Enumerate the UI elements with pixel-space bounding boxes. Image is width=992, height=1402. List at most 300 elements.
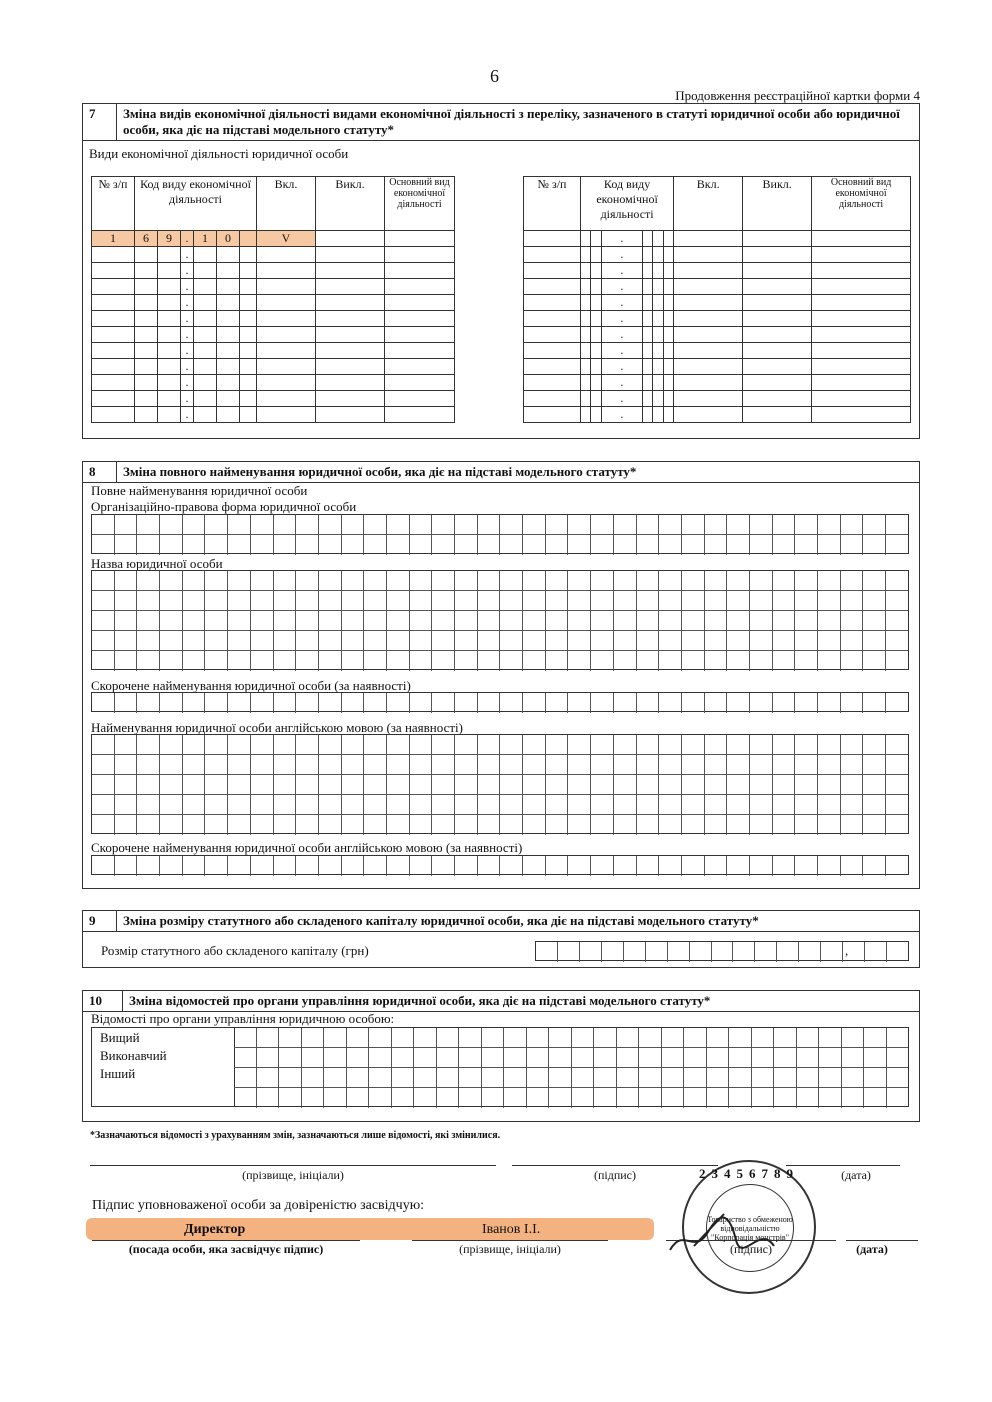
char-cell[interactable] bbox=[886, 571, 908, 590]
char-cell[interactable] bbox=[799, 942, 821, 962]
char-cell[interactable] bbox=[546, 693, 569, 713]
char-cell[interactable] bbox=[342, 755, 365, 774]
char-cell[interactable] bbox=[682, 795, 705, 814]
table-cell[interactable] bbox=[812, 279, 911, 295]
char-cell[interactable] bbox=[324, 1048, 347, 1067]
table-cell[interactable] bbox=[663, 263, 673, 279]
table-row[interactable] bbox=[92, 327, 455, 343]
char-cell[interactable] bbox=[841, 631, 864, 650]
table-cell[interactable] bbox=[674, 343, 743, 359]
char-cell[interactable] bbox=[646, 942, 668, 962]
char-cell[interactable] bbox=[183, 735, 206, 754]
char-cell[interactable] bbox=[228, 755, 251, 774]
char-cell[interactable] bbox=[274, 591, 297, 610]
char-cell[interactable] bbox=[228, 856, 251, 876]
char-cell[interactable] bbox=[750, 515, 773, 534]
table-cell[interactable] bbox=[316, 407, 385, 423]
char-cell[interactable] bbox=[684, 1048, 707, 1067]
char-cell[interactable] bbox=[137, 775, 160, 794]
char-cell[interactable] bbox=[92, 856, 115, 876]
char-cell[interactable] bbox=[821, 942, 843, 962]
char-cell[interactable] bbox=[160, 815, 183, 835]
char-cell[interactable] bbox=[682, 631, 705, 650]
char-cell[interactable] bbox=[228, 735, 251, 754]
table-cell[interactable] bbox=[581, 391, 591, 407]
char-cell[interactable] bbox=[568, 535, 591, 555]
char-cell[interactable] bbox=[319, 775, 342, 794]
char-cell[interactable] bbox=[705, 631, 728, 650]
table-row[interactable] bbox=[524, 231, 911, 247]
table-cell[interactable] bbox=[674, 391, 743, 407]
table-cell[interactable] bbox=[674, 247, 743, 263]
char-cell[interactable] bbox=[115, 611, 138, 630]
char-cell[interactable] bbox=[115, 693, 138, 713]
table-cell[interactable] bbox=[158, 311, 181, 327]
char-cell[interactable] bbox=[727, 611, 750, 630]
table-cell[interactable] bbox=[240, 359, 257, 375]
table-cell[interactable] bbox=[663, 311, 673, 327]
char-cell[interactable] bbox=[750, 535, 773, 555]
char-cell[interactable] bbox=[251, 611, 274, 630]
char-cell[interactable] bbox=[591, 795, 614, 814]
char-cell[interactable] bbox=[319, 611, 342, 630]
char-cell[interactable] bbox=[637, 571, 660, 590]
char-cell[interactable] bbox=[92, 775, 115, 794]
char-cell[interactable] bbox=[682, 535, 705, 555]
char-cell[interactable] bbox=[752, 1068, 775, 1087]
char-cell[interactable] bbox=[886, 515, 908, 534]
char-cell[interactable] bbox=[257, 1048, 280, 1067]
table-cell[interactable] bbox=[743, 231, 812, 247]
table-cell[interactable] bbox=[591, 231, 601, 247]
char-cell[interactable] bbox=[546, 611, 569, 630]
table-cell[interactable] bbox=[591, 247, 601, 263]
table-cell[interactable] bbox=[316, 295, 385, 311]
char-cell[interactable] bbox=[274, 535, 297, 555]
char-cell[interactable] bbox=[594, 1068, 617, 1087]
char-cell[interactable] bbox=[251, 651, 274, 671]
table-cell[interactable] bbox=[240, 343, 257, 359]
char-cell[interactable] bbox=[347, 1088, 370, 1108]
char-cell[interactable] bbox=[886, 856, 908, 876]
char-cell[interactable] bbox=[682, 693, 705, 713]
table-cell[interactable] bbox=[812, 295, 911, 311]
main-cell[interactable] bbox=[385, 231, 455, 247]
char-cell[interactable] bbox=[727, 693, 750, 713]
char-cell[interactable] bbox=[752, 1048, 775, 1067]
char-cell[interactable] bbox=[546, 631, 569, 650]
char-cell[interactable] bbox=[659, 631, 682, 650]
char-cell[interactable] bbox=[500, 755, 523, 774]
char-cell[interactable] bbox=[251, 856, 274, 876]
table-cell[interactable] bbox=[524, 311, 581, 327]
table-cell[interactable] bbox=[257, 279, 316, 295]
table-cell[interactable] bbox=[92, 311, 135, 327]
char-cell[interactable] bbox=[455, 755, 478, 774]
char-cell[interactable] bbox=[205, 735, 228, 754]
char-cell[interactable] bbox=[568, 755, 591, 774]
char-cell[interactable] bbox=[92, 591, 115, 610]
table-cell[interactable] bbox=[643, 247, 653, 263]
char-cell[interactable] bbox=[115, 755, 138, 774]
char-cell[interactable] bbox=[797, 1048, 820, 1067]
table-cell[interactable] bbox=[674, 327, 743, 343]
table-cell[interactable] bbox=[674, 231, 743, 247]
table-cell[interactable] bbox=[92, 327, 135, 343]
char-cell[interactable] bbox=[183, 591, 206, 610]
table-cell[interactable] bbox=[135, 311, 158, 327]
char-cell[interactable] bbox=[773, 611, 796, 630]
char-cell[interactable] bbox=[205, 795, 228, 814]
short-name-en-grid[interactable] bbox=[91, 855, 909, 875]
char-cell[interactable] bbox=[662, 1068, 685, 1087]
char-cell[interactable] bbox=[296, 651, 319, 671]
char-cell[interactable] bbox=[437, 1048, 460, 1067]
char-cell[interactable] bbox=[410, 755, 433, 774]
char-cell[interactable] bbox=[160, 755, 183, 774]
char-cell[interactable] bbox=[637, 815, 660, 835]
char-cell[interactable] bbox=[773, 693, 796, 713]
char-cell[interactable] bbox=[414, 1048, 437, 1067]
table-cell[interactable] bbox=[653, 359, 663, 375]
char-cell[interactable] bbox=[455, 693, 478, 713]
char-cell[interactable] bbox=[523, 535, 546, 555]
char-cell[interactable] bbox=[115, 815, 138, 835]
char-cell[interactable] bbox=[183, 535, 206, 555]
char-cell[interactable] bbox=[432, 795, 455, 814]
table-cell[interactable] bbox=[385, 279, 455, 295]
char-cell[interactable] bbox=[682, 856, 705, 876]
table-cell[interactable] bbox=[581, 375, 591, 391]
char-cell[interactable] bbox=[705, 651, 728, 671]
char-cell[interactable] bbox=[795, 631, 818, 650]
char-cell[interactable] bbox=[659, 693, 682, 713]
char-cell[interactable] bbox=[705, 611, 728, 630]
table-cell[interactable] bbox=[135, 263, 158, 279]
table-cell[interactable] bbox=[194, 295, 217, 311]
char-cell[interactable] bbox=[659, 795, 682, 814]
char-cell[interactable] bbox=[364, 651, 387, 671]
char-cell[interactable] bbox=[527, 1048, 550, 1067]
char-cell[interactable] bbox=[841, 651, 864, 671]
table-cell[interactable] bbox=[581, 263, 591, 279]
char-cell[interactable] bbox=[251, 571, 274, 590]
char-cell[interactable] bbox=[637, 515, 660, 534]
table-cell[interactable] bbox=[158, 391, 181, 407]
char-cell[interactable] bbox=[251, 591, 274, 610]
table-cell[interactable] bbox=[743, 263, 812, 279]
short-name-grid[interactable] bbox=[91, 692, 909, 712]
char-cell[interactable] bbox=[319, 815, 342, 835]
table-cell[interactable] bbox=[240, 263, 257, 279]
table-cell[interactable] bbox=[257, 327, 316, 343]
char-cell[interactable] bbox=[115, 775, 138, 794]
char-cell[interactable] bbox=[137, 571, 160, 590]
char-cell[interactable] bbox=[92, 795, 115, 814]
char-cell[interactable] bbox=[729, 1068, 752, 1087]
char-cell[interactable] bbox=[841, 775, 864, 794]
char-cell[interactable] bbox=[257, 1068, 280, 1087]
char-cell[interactable] bbox=[527, 1028, 550, 1047]
char-cell[interactable] bbox=[614, 651, 637, 671]
char-cell[interactable] bbox=[705, 591, 728, 610]
table-cell[interactable] bbox=[135, 295, 158, 311]
table-cell[interactable] bbox=[743, 391, 812, 407]
char-cell[interactable] bbox=[205, 535, 228, 555]
table-cell[interactable] bbox=[158, 375, 181, 391]
table-cell[interactable] bbox=[135, 327, 158, 343]
char-cell[interactable] bbox=[364, 795, 387, 814]
char-cell[interactable] bbox=[410, 611, 433, 630]
char-cell[interactable] bbox=[841, 611, 864, 630]
char-cell[interactable] bbox=[591, 755, 614, 774]
char-cell[interactable] bbox=[886, 775, 908, 794]
char-cell[interactable] bbox=[863, 735, 886, 754]
table-row[interactable] bbox=[92, 359, 455, 375]
char-cell[interactable] bbox=[455, 775, 478, 794]
table-cell[interactable] bbox=[316, 279, 385, 295]
char-cell[interactable] bbox=[437, 1088, 460, 1108]
char-cell[interactable] bbox=[478, 631, 501, 650]
char-cell[interactable] bbox=[459, 1088, 482, 1108]
char-cell[interactable] bbox=[617, 1028, 640, 1047]
char-cell[interactable] bbox=[795, 611, 818, 630]
char-cell[interactable] bbox=[387, 856, 410, 876]
char-cell[interactable] bbox=[659, 755, 682, 774]
char-cell[interactable] bbox=[296, 693, 319, 713]
char-cell[interactable] bbox=[478, 815, 501, 835]
table-cell[interactable] bbox=[194, 375, 217, 391]
char-cell[interactable] bbox=[137, 735, 160, 754]
char-cell[interactable] bbox=[863, 571, 886, 590]
char-cell[interactable] bbox=[137, 631, 160, 650]
char-cell[interactable] bbox=[160, 651, 183, 671]
char-cell[interactable] bbox=[183, 515, 206, 534]
char-cell[interactable] bbox=[705, 775, 728, 794]
table-cell[interactable] bbox=[240, 407, 257, 423]
char-cell[interactable] bbox=[342, 591, 365, 610]
char-cell[interactable] bbox=[364, 775, 387, 794]
char-cell[interactable] bbox=[727, 795, 750, 814]
char-cell[interactable] bbox=[274, 856, 297, 876]
char-cell[interactable] bbox=[183, 693, 206, 713]
char-cell[interactable] bbox=[279, 1028, 302, 1047]
table-cell[interactable] bbox=[674, 311, 743, 327]
table-cell[interactable] bbox=[653, 375, 663, 391]
char-cell[interactable] bbox=[228, 651, 251, 671]
table-cell[interactable] bbox=[316, 359, 385, 375]
table-row[interactable] bbox=[92, 279, 455, 295]
char-cell[interactable] bbox=[568, 631, 591, 650]
table-cell[interactable] bbox=[194, 391, 217, 407]
table-cell[interactable] bbox=[217, 359, 240, 375]
table-cell[interactable] bbox=[653, 327, 663, 343]
table-cell[interactable] bbox=[135, 359, 158, 375]
table-cell[interactable] bbox=[257, 359, 316, 375]
char-cell[interactable] bbox=[549, 1048, 572, 1067]
table-cell[interactable] bbox=[643, 311, 653, 327]
table-cell[interactable] bbox=[385, 391, 455, 407]
char-cell[interactable] bbox=[591, 611, 614, 630]
table-cell[interactable] bbox=[643, 391, 653, 407]
char-cell[interactable] bbox=[682, 651, 705, 671]
table-cell[interactable] bbox=[135, 375, 158, 391]
char-cell[interactable] bbox=[705, 535, 728, 555]
char-cell[interactable] bbox=[342, 815, 365, 835]
table-cell[interactable] bbox=[316, 263, 385, 279]
char-cell[interactable] bbox=[864, 1068, 887, 1087]
char-cell[interactable] bbox=[387, 735, 410, 754]
char-cell[interactable] bbox=[705, 795, 728, 814]
char-cell[interactable] bbox=[160, 611, 183, 630]
char-cell[interactable] bbox=[614, 856, 637, 876]
char-cell[interactable] bbox=[364, 535, 387, 555]
table-cell[interactable] bbox=[524, 327, 581, 343]
char-cell[interactable] bbox=[274, 815, 297, 835]
char-cell[interactable] bbox=[478, 693, 501, 713]
char-cell[interactable] bbox=[773, 535, 796, 555]
char-cell[interactable] bbox=[137, 815, 160, 835]
char-cell[interactable] bbox=[364, 571, 387, 590]
char-cell[interactable] bbox=[432, 571, 455, 590]
char-cell[interactable] bbox=[886, 795, 908, 814]
char-cell[interactable] bbox=[364, 591, 387, 610]
char-cell[interactable] bbox=[478, 515, 501, 534]
char-cell[interactable] bbox=[459, 1068, 482, 1087]
char-cell[interactable] bbox=[500, 591, 523, 610]
table-row[interactable] bbox=[524, 343, 911, 359]
char-cell[interactable] bbox=[818, 755, 841, 774]
table-cell[interactable] bbox=[240, 391, 257, 407]
char-cell[interactable] bbox=[296, 755, 319, 774]
char-cell[interactable] bbox=[478, 591, 501, 610]
table-cell[interactable] bbox=[653, 231, 663, 247]
char-cell[interactable] bbox=[546, 856, 569, 876]
char-cell[interactable] bbox=[750, 693, 773, 713]
table-cell[interactable] bbox=[643, 327, 653, 343]
char-cell[interactable] bbox=[863, 535, 886, 555]
table-row[interactable] bbox=[92, 343, 455, 359]
char-cell[interactable] bbox=[863, 795, 886, 814]
char-cell[interactable] bbox=[234, 1068, 257, 1087]
table-cell[interactable] bbox=[194, 327, 217, 343]
table-cell[interactable] bbox=[92, 295, 135, 311]
table-cell[interactable] bbox=[158, 247, 181, 263]
char-cell[interactable] bbox=[137, 795, 160, 814]
table-cell[interactable] bbox=[674, 279, 743, 295]
char-cell[interactable] bbox=[795, 693, 818, 713]
char-cell[interactable] bbox=[319, 795, 342, 814]
char-cell[interactable] bbox=[455, 795, 478, 814]
char-cell[interactable] bbox=[342, 693, 365, 713]
char-cell[interactable] bbox=[92, 651, 115, 671]
char-cell[interactable] bbox=[750, 735, 773, 754]
char-cell[interactable] bbox=[841, 591, 864, 610]
char-cell[interactable] bbox=[568, 815, 591, 835]
char-cell[interactable] bbox=[414, 1088, 437, 1108]
char-cell[interactable] bbox=[251, 775, 274, 794]
table-cell[interactable] bbox=[653, 263, 663, 279]
table-cell[interactable] bbox=[257, 375, 316, 391]
char-cell[interactable] bbox=[234, 1048, 257, 1067]
char-cell[interactable] bbox=[92, 693, 115, 713]
table-cell[interactable] bbox=[194, 311, 217, 327]
table-cell[interactable] bbox=[674, 407, 743, 423]
char-cell[interactable] bbox=[410, 775, 433, 794]
char-cell[interactable] bbox=[504, 1088, 527, 1108]
char-cell[interactable] bbox=[750, 571, 773, 590]
char-cell[interactable] bbox=[274, 571, 297, 590]
char-cell[interactable] bbox=[228, 693, 251, 713]
char-cell[interactable] bbox=[841, 515, 864, 534]
char-cell[interactable] bbox=[482, 1048, 505, 1067]
table-cell[interactable] bbox=[524, 359, 581, 375]
char-cell[interactable] bbox=[478, 611, 501, 630]
char-cell[interactable] bbox=[387, 611, 410, 630]
table-row[interactable] bbox=[92, 391, 455, 407]
char-cell[interactable] bbox=[549, 1088, 572, 1108]
table-row[interactable] bbox=[92, 375, 455, 391]
table-cell[interactable] bbox=[524, 343, 581, 359]
char-cell[interactable] bbox=[183, 856, 206, 876]
char-cell[interactable] bbox=[364, 815, 387, 835]
table-cell[interactable] bbox=[316, 375, 385, 391]
char-cell[interactable] bbox=[369, 1068, 392, 1087]
char-cell[interactable] bbox=[115, 631, 138, 650]
table-cell[interactable] bbox=[158, 327, 181, 343]
char-cell[interactable] bbox=[137, 693, 160, 713]
table-cell[interactable] bbox=[257, 343, 316, 359]
table-cell[interactable] bbox=[158, 279, 181, 295]
char-cell[interactable] bbox=[342, 856, 365, 876]
char-cell[interactable] bbox=[614, 775, 637, 794]
char-cell[interactable] bbox=[302, 1068, 325, 1087]
char-cell[interactable] bbox=[637, 755, 660, 774]
char-cell[interactable] bbox=[568, 515, 591, 534]
char-cell[interactable] bbox=[580, 942, 602, 962]
char-cell[interactable] bbox=[302, 1088, 325, 1108]
char-cell[interactable] bbox=[296, 611, 319, 630]
char-cell[interactable] bbox=[729, 1088, 752, 1108]
table-cell[interactable] bbox=[653, 247, 663, 263]
char-cell[interactable] bbox=[205, 775, 228, 794]
char-cell[interactable] bbox=[818, 795, 841, 814]
table-cell[interactable] bbox=[316, 391, 385, 407]
char-cell[interactable] bbox=[392, 1028, 415, 1047]
char-cell[interactable] bbox=[639, 1028, 662, 1047]
char-cell[interactable] bbox=[637, 591, 660, 610]
char-cell[interactable] bbox=[523, 693, 546, 713]
char-cell[interactable] bbox=[115, 591, 138, 610]
char-cell[interactable] bbox=[568, 611, 591, 630]
char-cell[interactable] bbox=[572, 1088, 595, 1108]
char-cell[interactable] bbox=[364, 611, 387, 630]
table-cell[interactable] bbox=[240, 311, 257, 327]
table-cell[interactable] bbox=[591, 391, 601, 407]
char-cell[interactable] bbox=[863, 856, 886, 876]
char-cell[interactable] bbox=[228, 775, 251, 794]
char-cell[interactable] bbox=[234, 1088, 257, 1108]
table-cell[interactable] bbox=[674, 263, 743, 279]
table-cell[interactable] bbox=[663, 375, 673, 391]
char-cell[interactable] bbox=[319, 535, 342, 555]
char-cell[interactable] bbox=[482, 1028, 505, 1047]
char-cell[interactable] bbox=[707, 1028, 730, 1047]
char-cell[interactable] bbox=[251, 755, 274, 774]
char-cell[interactable] bbox=[727, 775, 750, 794]
char-cell[interactable] bbox=[546, 535, 569, 555]
incl-mark[interactable]: V bbox=[257, 231, 316, 247]
